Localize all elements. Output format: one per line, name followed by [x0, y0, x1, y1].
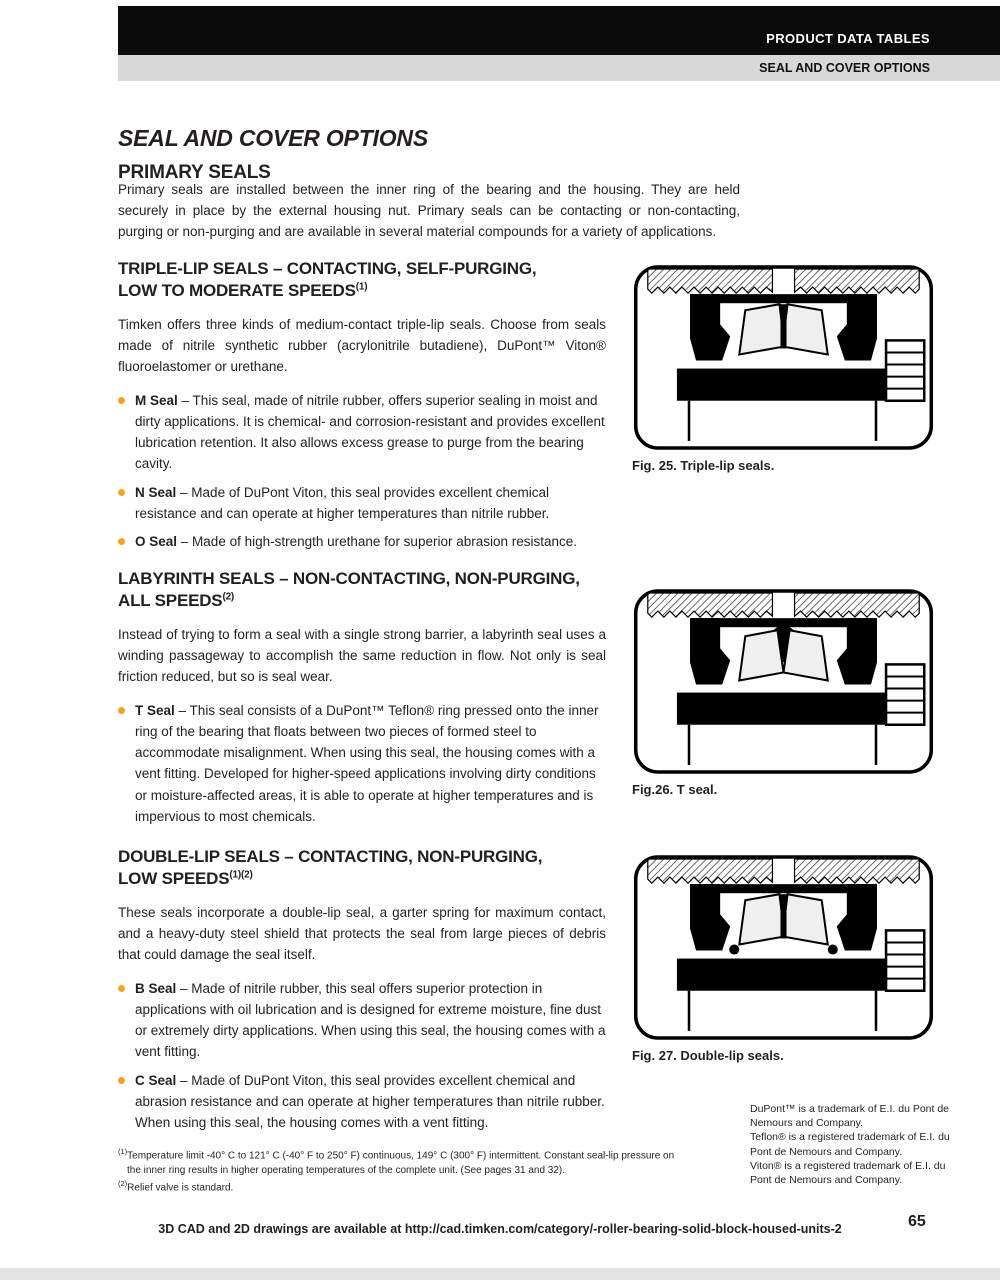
footnote-marker: (2) [222, 591, 235, 603]
sub-gray-bar [118, 55, 1000, 81]
section-body: These seals incorporate a double-lip seal, a garter spring for maximum contact, and a heavy-duty steel shield that protects the seal from large pieces of debris that could damage the seal itself. [118, 905, 606, 963]
trademark-teflon: Teflon® is a registered trademark of E.I. du Pont de Nemours and Company. [750, 1131, 950, 1158]
bullet-item-b-seal [118, 978, 606, 1062]
seal-description: – Made of high-strength urethane for superior abrasion resistance. [180, 533, 578, 549]
seal-description: – Made of DuPont Viton, this seal provides excellent chemical and abrasion resistance and can operate at higher temperatures than nitrile rubber. When using this seal, the housing comes with a vent fitting. [135, 1072, 605, 1130]
bullet-icon [118, 489, 125, 496]
bullet-item-c-seal [118, 1070, 606, 1133]
seal-term: T Seal [135, 703, 175, 719]
triple-lip-seal-cross-section-diagram [632, 264, 935, 451]
footnote-marker: (1) [355, 281, 368, 293]
t-seal-cross-section-diagram [632, 588, 935, 775]
seal-term: M Seal [135, 393, 178, 409]
trademark-notices [750, 1102, 955, 1187]
section-triple-lip-seals [118, 258, 606, 559]
double-lip-seal-cross-section-diagram [632, 854, 935, 1041]
section-double-lip-seals [118, 846, 606, 1140]
page-subtitle: PRIMARY SEALS [118, 161, 271, 183]
bullet-icon [118, 707, 125, 714]
trademark-dupont: DuPont™ is a trademark of E.I. du Pont de Nemours and Company. [750, 1103, 950, 1130]
figure-25-caption: Fig. 25. Triple-lip seals. [632, 458, 775, 473]
bullet-icon [118, 538, 125, 545]
bullet-item-m-seal [118, 390, 606, 474]
bullet-list [118, 700, 606, 826]
bullet-item-n-seal [118, 482, 606, 524]
bullet-icon [118, 985, 125, 992]
section-labyrinth-seals [118, 568, 606, 834]
trademark-viton: Viton® is a registered trademark of E.I. du Pont de Nemours and Company. [750, 1159, 946, 1186]
figure-27 [632, 854, 935, 1063]
section-body: Instead of trying to form a seal with a single strong barrier, a labyrinth seal uses a winding passageway to accomplish the same reduction in flow. Not only is seal friction reduced, but so is seal wear. [118, 627, 606, 685]
figure-27-caption: Fig. 27. Double-lip seals. [632, 1048, 784, 1063]
section-heading: DOUBLE-LIP SEALS – CONTACTING, NON-PURGING, LOW $SPEEDS^{(1)(2)}$ [118, 847, 543, 889]
seal-term: B Seal [135, 981, 177, 997]
bullet-list [118, 390, 606, 551]
footer-cad-note: 3D CAD and 2D drawings are available at http://cad.timken.com/category/-roller-bearing-solid-block-housed-units-2 [158, 1222, 842, 1236]
page-title: SEAL AND COVER OPTIONS [118, 125, 428, 152]
sub-bar-label: SEAL AND COVER OPTIONS [759, 61, 930, 75]
bullet-item-t-seal [118, 700, 606, 826]
top-black-bar [118, 6, 1000, 55]
figure-26 [632, 588, 935, 797]
page-bottom-edge [0, 1268, 1000, 1280]
section-heading: LABYRINTH SEALS – NON-CONTACTING, NON-PURGING, ALL SPEEDS$^{(2)}$ [118, 569, 580, 611]
seal-term: N Seal [135, 484, 177, 500]
seal-description: – Made of DuPont Viton, this seal provides excellent chemical resistance and can operate at higher temperatures than nitrile rubber. [135, 484, 550, 521]
bullet-icon [118, 397, 125, 404]
footnotes [118, 1146, 684, 1196]
bullet-icon [118, 1077, 125, 1084]
seal-term: O Seal [135, 533, 178, 549]
seal-description: – Made of nitrile rubber, this seal offers superior protection in applications with oil lubrication and is designed for extreme moisture, fine dust or extremely dirty applications. When using this seal, the housing comes with a vent fitting. [135, 981, 606, 1060]
bullet-list [118, 978, 606, 1132]
top-bar-label: PRODUCT DATA TABLES [766, 31, 930, 46]
section-heading: TRIPLE-LIP SEALS – CONTACTING, SELF-PURGING, LOW TO MODERATE SPEEDS$^{(1)}$ [118, 259, 537, 301]
footnote-1: $^{(1)}$Temperature limit -40° C to 121° C (-40° F to 250° F) continuous, 149° C (300° F) intermittent. Constant seal-lip pressure on the inner ring results in higher operating temperatures of the complete unit. (See pages 31 and 32). [118, 1147, 675, 1177]
footnote-2: $^{(2)}$Relief valve is standard. [118, 1179, 234, 1194]
bullet-item-o-seal [118, 531, 606, 552]
figure-26-caption: Fig.26. T seal. [632, 782, 718, 797]
figure-25 [632, 264, 935, 473]
seal-description: – This seal, made of nitrile rubber, offers superior sealing in moist and dirty applications. It is chemical- and corrosion-resistant and provides excellent lubrication retention. It also allows excess grease to purge from the bearing cavity. [135, 393, 605, 472]
intro-paragraph: Primary seals are installed between the inner ring of the bearing and the housing. They are held securely in place by the external housing nut. Primary seals can be contacting or non-contacting, purging or non-purging and are available in several material compounds for a variety of applications. [118, 182, 740, 240]
section-body: Timken offers three kinds of medium-contact triple-lip seals. Choose from seals made of nitrile synthetic rubber (acrylonitrile butadiene), DuPont™ Viton® fluoroelastomer or urethane. [118, 317, 606, 375]
footnote-marker: (1)(2) [229, 869, 253, 881]
page-number: 65 [908, 1213, 926, 1230]
seal-term: C Seal [135, 1072, 177, 1088]
seal-description: – This seal consists of a DuPont™ Teflon® ring pressed onto the inner ring of the bearing that floats between two pieces of formed steel to accommodate misalignment. When using this seal, the housing comes with a vent fitting. Developed for higher-speed applications involving dirty conditions or moisture-affected areas, it is able to operate at higher temperatures and is impervious to most chemicals. [135, 703, 599, 824]
